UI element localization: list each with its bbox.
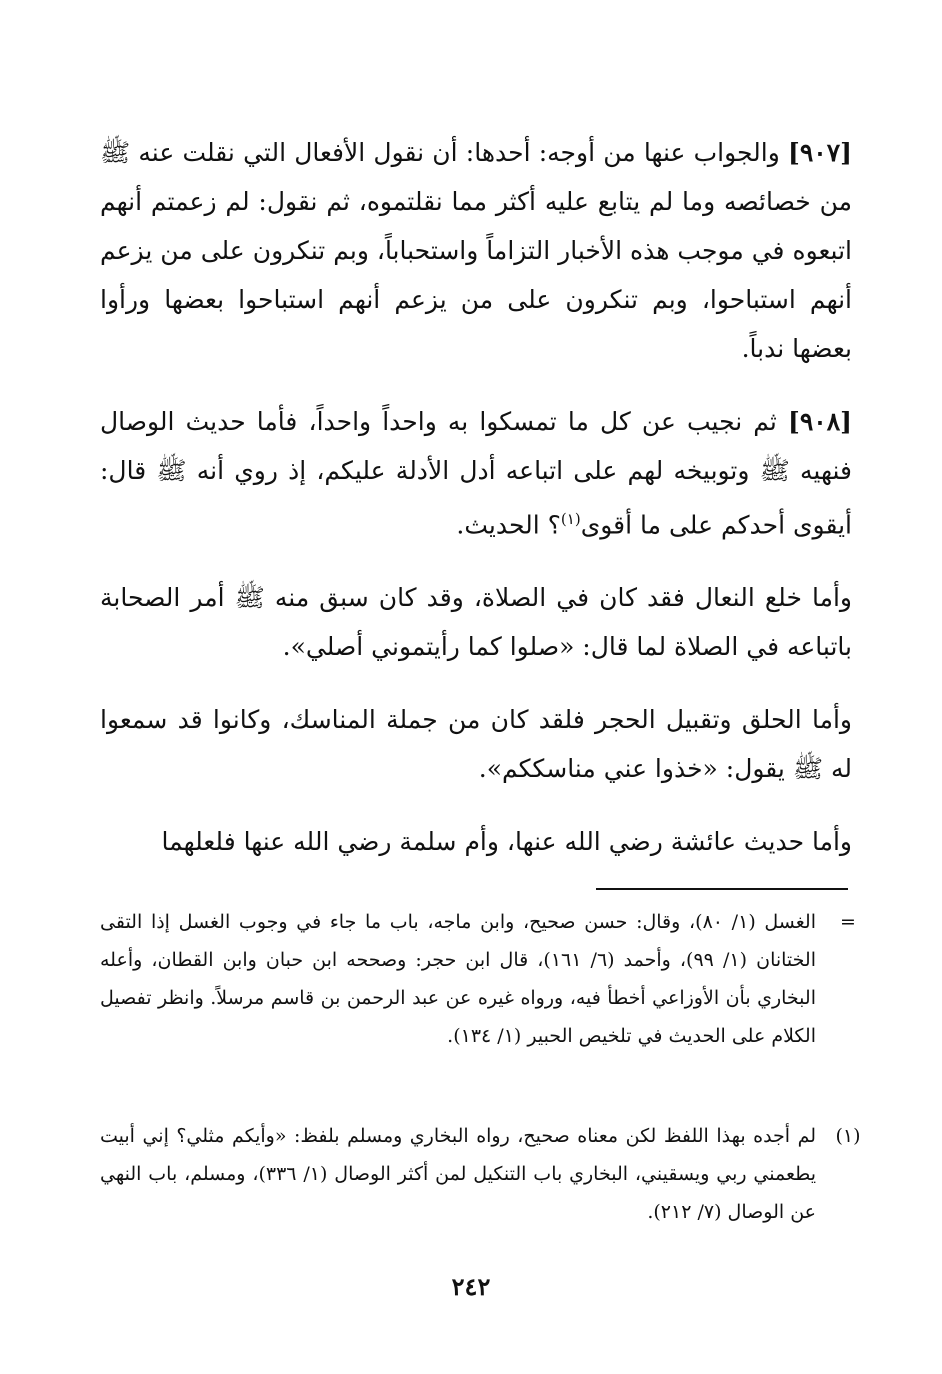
footnote-1 — [100, 1117, 868, 1231]
footnote-marker: (١) — [835, 1125, 861, 1147]
continuation-marker: = — [840, 911, 856, 933]
main-text — [100, 128, 852, 890]
paragraph-aisha — [100, 817, 852, 866]
page-number: ٢٤٢ — [451, 1272, 491, 1301]
footnote-continuation — [100, 903, 868, 1055]
paragraph-shaving — [100, 695, 852, 793]
paragraph-text: ثم نجيب عن كل ما تمسكوا به واحداً واحداً، فأما حديث الوصال فنهيه ﷺ وتوبيخه لهم على اتباعه أدل الأدلة عليكم، إذ روي أنه ﷺ قال: أيقوى أحدكم على ما أقوى — [100, 407, 852, 540]
paragraph-number: [٩٠٧] — [788, 138, 852, 167]
paragraph-number: [٩٠٨] — [788, 407, 852, 436]
paragraph-text: وأما الحلق وتقبيل الحجر فلقد كان من جملة المناسك، وكانوا قد سمعوا له ﷺ يقول: «خذوا عني مناسككم». — [100, 705, 852, 784]
paragraph-text: وأما خلع النعال فقد كان في الصلاة، وقد كان سبق منه ﷺ أمر الصحابة باتباعه في الصلاة لما قال: «صلوا كما رأيتموني أصلي». — [100, 583, 852, 662]
paragraph-908 — [100, 397, 852, 549]
paragraph-907 — [100, 128, 852, 373]
footnote-reference[interactable]: (١) — [560, 510, 581, 528]
paragraph-sandals — [100, 573, 852, 671]
paragraph-text: والجواب عنها من أوجه: أحدها: أن نقول الأفعال التي نقلت عنه ﷺ من خصائصه وما لم يتابع عليه أكثر مما نقلتموه، ثم نقول: لم زعمتم أنهم اتبعوه في موجب هذه الأخبار التزاماً واستحباباً، وبم تنكرون على من يزعم أنهم استباحوا، وبم تنكرون على من يزعم أنهم استباحوا بعضها ورأوا بعضها ندباً. — [100, 138, 852, 363]
paragraph-text: وأما حديث عائشة رضي الله عنها، وأم سلمة رضي الله عنها فلعلهما — [161, 827, 852, 857]
footnote-separator — [596, 888, 848, 890]
footnote-text: الغسل (١/ ٨٠)، وقال: حسن صحيح، وابن ماجه، باب ما جاء في وجوب الغسل إذا التقى الختانان (١/ ٩٩)، وأحمد (٦/ ١٦١)، قال ابن حجر: وصححه ابن حبان وابن القطان، وأعله البخاري بأن الأوزاعي أخطأ فيه، ورواه غيره عن عبد الرحمن بن قاسم مرسلاً. وانظر تفصيل الكلام على الحديث في تلخيص الحبير (١/ ١٣٤). — [100, 911, 816, 1047]
paragraph-text-end: ؟ الحديث. — [456, 510, 561, 540]
footnote-text: لم أجده بهذا اللفظ لكن معناه صحيح، رواه البخاري ومسلم بلفظ: «وأيكم مثلي؟ إني أبيت يطعمني ربي ويسقيني، البخاري باب التنكيل لمن أكثر الوصال (١/ ٣٣٦)، ومسلم، باب النهي عن الوصال (٧/ ٢١٢). — [100, 1125, 816, 1223]
